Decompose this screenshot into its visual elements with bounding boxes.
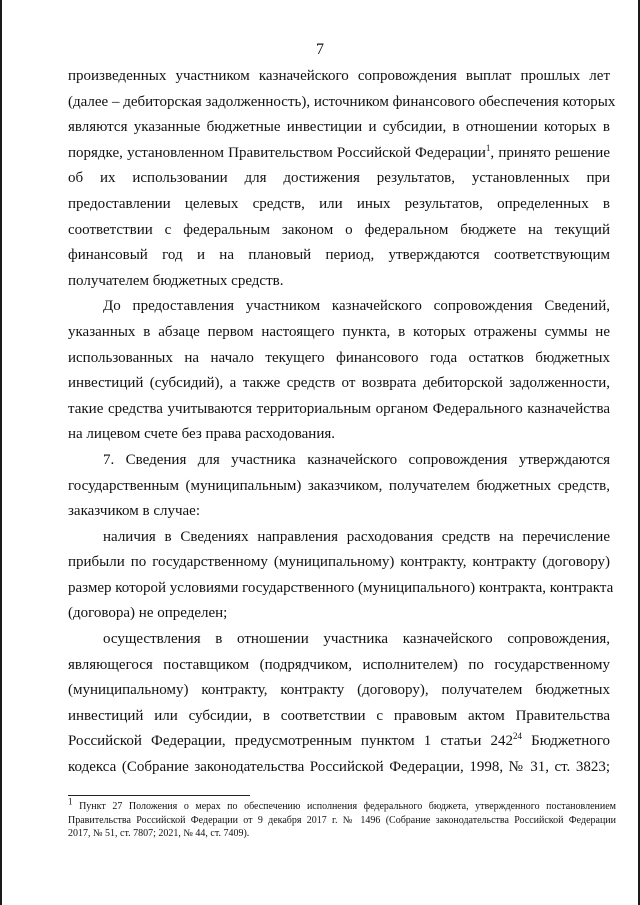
text-segment: Пункт 27 Положения о мерах по обеспечению исполнения федерального бюджета, утвержденного постановлением: [72, 801, 616, 812]
text-line: являющегося поставщиком (подрядчиком, исполнителем) по государственному: [68, 656, 610, 673]
scan-border-left: [0, 0, 2, 905]
footnote-line: 2017, № 51, ст. 7807; 2021, № 44, ст. 7409).: [68, 828, 250, 839]
text-line: указанных в абзаце первом настоящего пункта, в которых отражены суммы не: [68, 323, 610, 340]
footnote-divider: [68, 795, 250, 796]
text-line: об их использовании для достижения результатов, установленных при: [68, 170, 610, 187]
text-line: получателем бюджетных средств.: [68, 272, 284, 289]
text-line: (договора) не определен;: [68, 605, 228, 622]
text-line: на лицевом счете без права расходования.: [68, 426, 336, 443]
text-line: (далее – дебиторская задолженность), источником финансового обеспечения которых: [68, 93, 616, 110]
text-line: прибыли по государственному (муниципальному) контракту, контракту (договору): [68, 554, 610, 571]
text-line: размер которой условиями государственного (муниципального) контракта, контракта: [68, 579, 614, 596]
text-line: такие средства учитываются территориальным органом Федерального казначейства: [68, 400, 610, 417]
footnote-line: [68, 796, 616, 814]
text-segment: , принято решение: [490, 144, 610, 161]
text-line: осуществления в отношении участника казначейского сопровождения,: [103, 631, 610, 648]
article-superscript: 24: [513, 731, 523, 742]
footnote-ref: 1: [485, 142, 491, 153]
page-number: 7: [316, 41, 324, 58]
text-line: соответствии с федеральным законом о федеральном бюджете на текущий: [68, 221, 610, 238]
text-line: государственным (муниципальным) заказчиком, получателем бюджетных средств,: [68, 477, 610, 494]
text-line: произведенных участником казначейского сопровождения выплат прошлых лет: [68, 68, 610, 84]
body-text: [68, 64, 616, 781]
text-segment: порядке, установленном Правительством Российской Федерации: [68, 144, 486, 161]
text-line: До предоставления участником казначейского сопровождения Сведений,: [103, 298, 610, 315]
footnote-line: Правительства Российской Федерации от 9 декабря 2017 г. № 1496 (Собрание законодательства Российской Федерации: [68, 814, 616, 826]
text-line: предоставлении целевых средств, или иных результатов, определенных в: [68, 195, 610, 212]
footnote-marker: 1: [68, 796, 73, 807]
text-segment: Бюджетного: [522, 733, 611, 750]
text-line: являются указанные бюджетные инвестиции и субсидии, в отношении которых в: [68, 119, 610, 136]
text-line: финансовый год и на плановый период, утверждаются соответствующим: [68, 247, 610, 264]
footnote: [68, 796, 616, 841]
text-line: [68, 141, 610, 167]
text-line: инвестиций (субсидий), а также средств от возврата дебиторской задолженности,: [68, 375, 610, 392]
text-segment: Российской Федерации, предусмотренным пунктом 1 статьи 242: [68, 733, 514, 750]
text-line: использованных на начало текущего финансового года остатков бюджетных: [68, 349, 610, 366]
text-line: кодекса (Собрание законодательства Российской Федерации, 1998, № 31, ст. 3823;: [68, 759, 610, 776]
text-line: заказчиком в случае:: [68, 503, 200, 520]
text-line: [68, 729, 610, 755]
text-line: наличия в Сведениях направления расходования средств на перечисление: [103, 528, 610, 545]
text-line: инвестиций или субсидии, в соответствии с правовым актом Правительства: [68, 707, 610, 724]
text-line: (муниципальному) контракту, контракту (договору), получателем бюджетных: [68, 682, 610, 699]
text-line: 7. Сведения для участника казначейского сопровождения утверждаются: [103, 451, 610, 468]
